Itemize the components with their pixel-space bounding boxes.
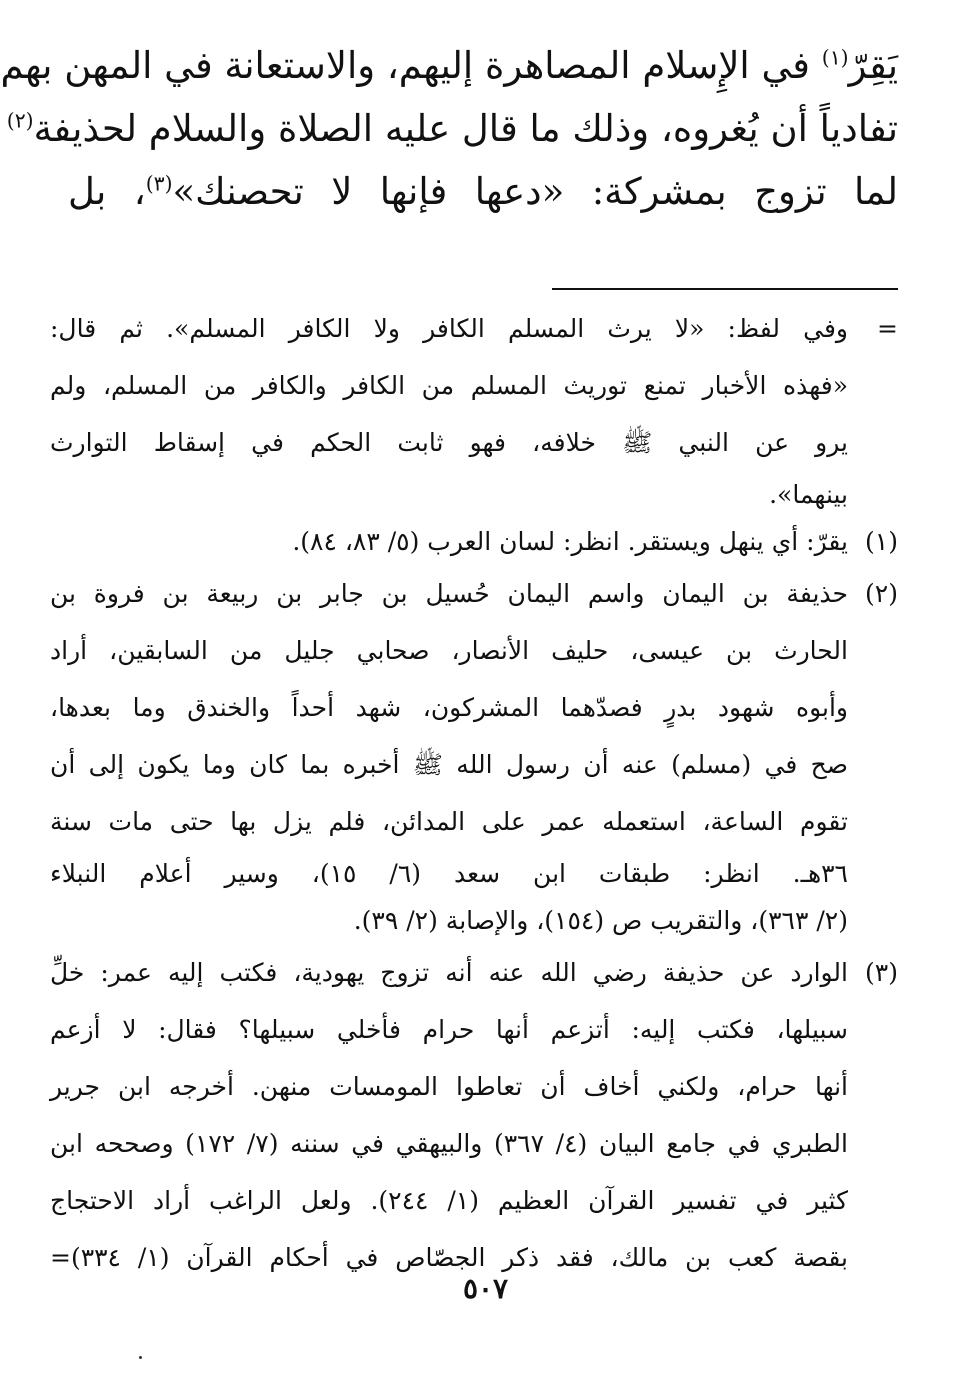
footnote-line: كثير في تفسير القرآن العظيم (١/ ٢٤٤). ولعل الراغب أراد الاحتجاج: [50, 1186, 848, 1215]
footnote-number: (٣): [865, 958, 898, 987]
footnote-line: (٢/ ٣٦٣)، والتقريب ص (١٥٤)، والإصابة (٢/ ٣٩).: [353, 906, 848, 935]
main-line-text: يَقِرّ: [848, 44, 898, 87]
main-line-text: تفادياً أن يُغروه، وذلك ما قال عليه الصلاة والسلام لحذيفة: [33, 107, 898, 150]
footnote-separator-rule: [552, 288, 898, 290]
footnote-line: صح في (مسلم) عنه أن رسول الله ﷺ أخبره بما كان وما يكون إلى أن: [50, 750, 848, 779]
main-line-text: لما تزوج بمشركة: «دعها فإنها لا تحصنك»: [172, 170, 898, 213]
footnote-line: بقصة كعب بن مالك، فقد ذكر الجصّاص في أحكام القرآن (١/ ٣٣٤)=: [50, 1243, 848, 1272]
footnote-line: سبيلها، فكتب إليه: أتزعم أنها حرام فأخلي سبيلها؟ فقال: لا أزعم: [50, 1015, 848, 1044]
footnote-line: وفي لفظ: «لا يرث المسلم الكافر ولا الكافر المسلم». ثم قال:: [50, 314, 848, 343]
footnote-line: الحارث بن عيسى، حليف الأنصار، صحابي جليل من السابقين، أراد: [50, 636, 849, 665]
footnote-continuation: [50, 300, 898, 518]
main-line-text: ، بل: [68, 170, 146, 213]
footnotes: [50, 300, 898, 1286]
page-number: ٥٠٧: [462, 1272, 509, 1305]
scan-speck: [139, 1356, 142, 1359]
footnote-reference: (١): [821, 45, 849, 70]
footnote-2: [50, 565, 898, 944]
main-line-2: [6, 97, 898, 160]
footnote-line: يقرّ: أي ينهل ويستقر. انظر: لسان العرب (٥/ ٨٣، ٨٤).: [292, 527, 848, 556]
main-line-text: في الإِسلام المصاهرة إليهم، والاستعانة في المهن بهم: [0, 44, 822, 87]
main-text: [0, 34, 898, 223]
footnote-number: (١): [865, 527, 898, 556]
continuation-marker: =: [877, 314, 898, 343]
main-line-1: [0, 34, 898, 97]
footnote-line: يرو عن النبي ﷺ خلافه، فهو ثابت الحكم في إسقاط التوارث: [50, 428, 848, 457]
footnote-reference: (٣): [145, 171, 173, 196]
footnote-number: (٢): [865, 579, 898, 608]
footnote-line: بينهما».: [769, 480, 848, 509]
footnote-line: وأبوه شهود بدرٍ فصدّهما المشركون، شهد أحداً والخندق وما بعدها،: [50, 693, 848, 722]
footnote-3: [50, 944, 898, 1286]
footnote-1: [50, 518, 898, 565]
footnote-line: «فهذه الأخبار تمنع توريث المسلم من الكافر والكافر من المسلم، ولم: [50, 371, 848, 400]
footnote-reference: (٢): [6, 108, 34, 133]
footnote-line: حذيفة بن اليمان واسم اليمان حُسيل بن جابر بن ربيعة بن فروة بن: [50, 579, 848, 608]
footnote-line: الوارد عن حذيفة رضي الله عنه أنه تزوج يهودية، فكتب إليه عمر: خلِّ: [50, 958, 848, 987]
footnote-line: تقوم الساعة، استعمله عمر على المدائن، فلم يزل بها حتى مات سنة: [50, 807, 848, 836]
main-line-3: [68, 160, 898, 223]
footnote-line: أنها حرام، ولكني أخاف أن تعاطوا المومسات منهن. أخرجه ابن جرير: [50, 1072, 848, 1101]
footnote-line: الطبري في جامع البيان (٤/ ٣٦٧) والبيهقي في سننه (٧/ ١٧٢) وصححه ابن: [50, 1129, 848, 1158]
footnote-line: ٣٦هـ. انظر: طبقات ابن سعد (٦/ ١٥)، وسير أعلام النبلاء: [50, 859, 848, 888]
